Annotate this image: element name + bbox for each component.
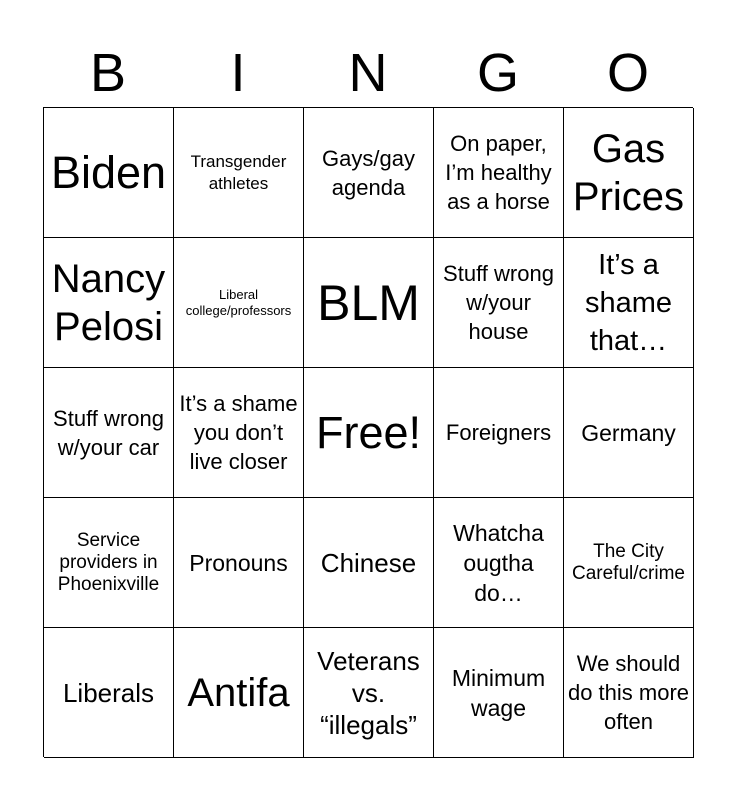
- bingo-cell[interactable]: [174, 238, 304, 368]
- header-letter-n: N: [348, 43, 388, 103]
- bingo-cell[interactable]: [44, 108, 174, 238]
- bingo-cell[interactable]: [174, 498, 304, 628]
- bingo-cell[interactable]: [44, 368, 174, 498]
- bingo-cell[interactable]: [564, 368, 694, 498]
- cell-text: On paper, I’m healthy as a horse: [445, 131, 552, 214]
- cell-text: Whatcha ougtha do…: [453, 519, 544, 606]
- cell-text: Germany: [581, 419, 676, 446]
- cell-text: Chinese: [320, 547, 417, 578]
- header-letter-o: O: [606, 43, 649, 103]
- bingo-cell[interactable]: [304, 108, 434, 238]
- cell-text: Pronouns: [189, 549, 288, 576]
- bingo-cell[interactable]: [304, 498, 434, 628]
- cell-text: Minimum wage: [451, 664, 546, 721]
- bingo-cell[interactable]: [564, 628, 694, 758]
- bingo-cell[interactable]: [304, 238, 434, 368]
- bingo-cell[interactable]: [434, 498, 564, 628]
- bingo-cell[interactable]: [44, 628, 174, 758]
- cell-text: Foreigners: [445, 420, 552, 445]
- free-space[interactable]: [304, 368, 434, 498]
- bingo-cell[interactable]: [564, 108, 694, 238]
- bingo-cell[interactable]: [564, 238, 694, 368]
- cell-text: Gas Prices: [572, 126, 685, 219]
- bingo-cell[interactable]: [44, 498, 174, 628]
- bingo-cell[interactable]: [174, 368, 304, 498]
- cell-text: It’s a shame that…: [584, 248, 673, 357]
- header-letter-g: G: [476, 43, 519, 103]
- bingo-cell[interactable]: [174, 108, 304, 238]
- cell-text: BLM: [317, 274, 420, 331]
- bingo-cell[interactable]: [44, 238, 174, 368]
- cell-text: Biden: [50, 146, 167, 198]
- bingo-cell[interactable]: [174, 628, 304, 758]
- bingo-grid: [43, 107, 693, 757]
- bingo-header: [43, 40, 693, 106]
- bingo-cell[interactable]: [304, 628, 434, 758]
- bingo-cell[interactable]: [564, 498, 694, 628]
- cell-text: Service providers in Phoenixville: [57, 529, 160, 595]
- cell-text: It’s a shame you don’t live closer: [179, 391, 298, 474]
- cell-text: Stuff wrong w/your house: [443, 261, 554, 344]
- cell-text: Free!: [315, 406, 422, 458]
- cell-text: Gays/gay agenda: [322, 145, 415, 200]
- bingo-cell[interactable]: [434, 628, 564, 758]
- bingo-cell[interactable]: [434, 108, 564, 238]
- cell-text: Stuff wrong w/your car: [53, 405, 164, 460]
- cell-text: Liberal college/professors: [185, 286, 292, 318]
- header-letter-i: I: [230, 43, 246, 103]
- cell-text: Nancy Pelosi: [51, 256, 166, 349]
- bingo-cell[interactable]: [434, 238, 564, 368]
- cell-text: Veterans vs. “illegals”: [317, 645, 420, 740]
- cell-text: We should do this more often: [567, 651, 690, 734]
- cell-text: Liberals: [62, 677, 155, 708]
- header-letter-b: B: [89, 43, 127, 103]
- bingo-cell[interactable]: [434, 368, 564, 498]
- cell-text: The City Careful/crime: [572, 540, 685, 584]
- cell-text: Transgender athletes: [190, 151, 287, 193]
- cell-text: Antifa: [187, 670, 290, 715]
